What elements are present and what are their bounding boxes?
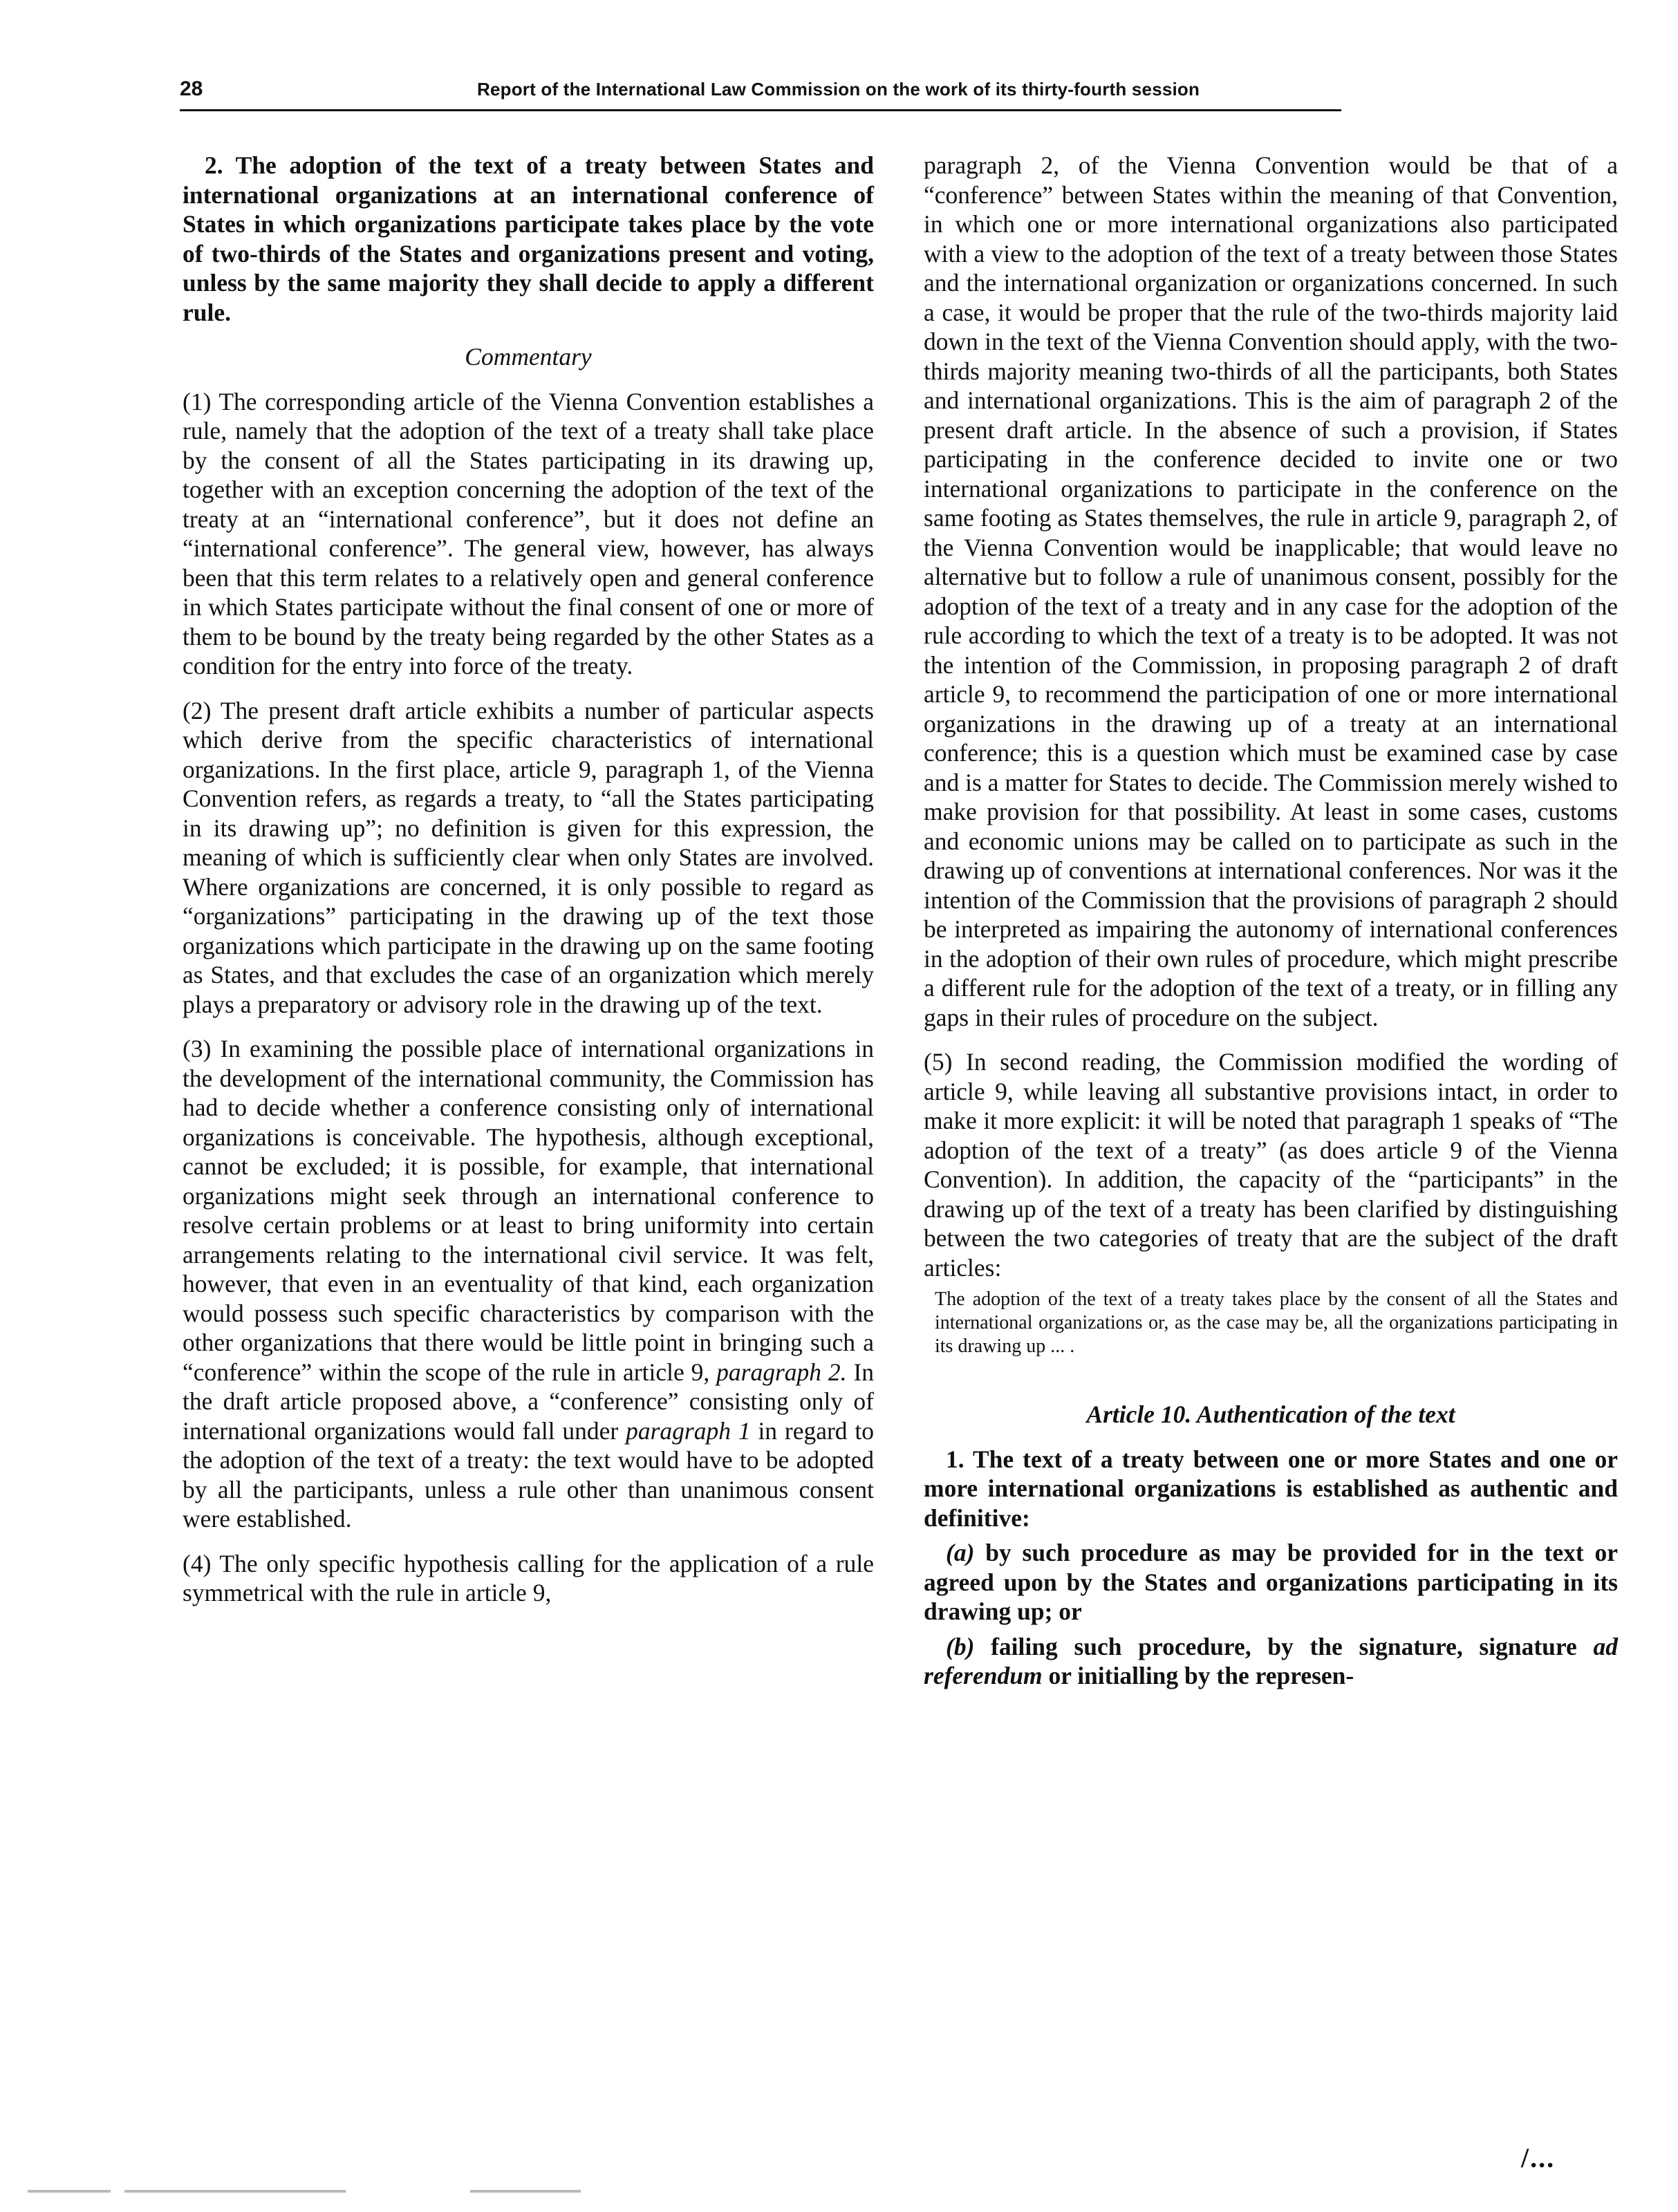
article-10-subparagraph-b xyxy=(924,1632,1618,1691)
subparagraph-a-text: by such procedure as may be provided for in the text or agreed upon by the States and organizations participating in its drawing up; or xyxy=(924,1539,1618,1625)
running-head: Report of the International Law Commission on the work of its thirty-fourth session xyxy=(477,79,1200,100)
article-10-title: Article 10. Authentication of the text xyxy=(1086,1400,1455,1428)
commentary-para-4-continued: paragraph 2, of the Vienna Convention would be that of a “conference” between States within the meaning of that Convention, in which one or more international organizations also participated with a view to the adoption of the text of a treaty between those States and the international organization or organizations concerned. In such a case, it would be proper that the rule of the two-thirds majority laid down in the text of the Vienna Convention should apply, with the two-thirds majority meaning two-thirds of all the participants, both States and international organizations. This is the aim of paragraph 2 of the present draft article. In the absence of such a provision, if States participating in the conference decided to invite one or two international organizations to participate in the conference on the same footing as States themselves, the rule in article 9, paragraph 2, of the Vienna Convention would be inapplicable; that would leave no alternative but to follow a rule of unanimous consent, possibly for the adoption of the text of a treaty and in any case for the adoption of the rule according to which the text of a treaty is to be adopted. It was not the intention of the Commission, in proposing paragraph 2 of draft article 9, to recommend the participation of one or more international organizations in the drawing up of a treaty at an international conference; this is a question which must be examined case by case and is a matter for States to decide. The Commission merely wished to make provision for that possibility. At least in some cases, customs and economic unions may be called on to participate as such in the drawing up of conventions at international conferences. Nor was it the intention of the Commission that the provisions of paragraph 2 should be interpreted as impairing the autonomy of international conferences in the adoption of their own rules of procedure, which might prescribe a different rule for the adoption of the text of a treaty, or in filling any gaps in their rules of procedure on the subject. xyxy=(924,151,1618,1031)
para-3-text-a: (3) In examining the possible place of international organizations in the development of the international community, the Commission has had to decide whether a conference consisting only of international organizations is conceivable. The hypothesis, although exceptional, cannot be excluded; it is possible, for example, that international organizations might seek through an international conference to resolve certain problems or at least to bring uniformity into certain arrangements relating to the international civil service. It was felt, however, that even in an eventuality of that kind, each organization would possess such specific characteristics by comparison with the other organizations that there would be little point in bringing such a “conference” within the scope of the rule in article 9, xyxy=(183,1035,874,1386)
subparagraph-b-label: (b) xyxy=(946,1632,975,1660)
commentary-para-2: (2) The present draft article exhibits a number of particular aspects which derive from the specific characteristics of international organizations. In the first place, article 9, paragraph 1, of the Vienna Convention refers, as regards a treaty, to “all the States participating in its drawing up”; no definition is given for this expression, the meaning of which is sufficiently clear when only States are involved. Where organizations are concerned, it is only possible to regard as “organizations” participating in the drawing up of the text those organizations which participate in the drawing up on the same footing as States, and that excludes the case of an organization which merely plays a preparatory or advisory role in the drawing up of the text. xyxy=(183,696,874,1018)
scan-artifact-line xyxy=(470,2190,581,2193)
scan-artifact-line xyxy=(28,2190,111,2193)
commentary-para-5: (5) In second reading, the Commission modified the wording of article 9, while leaving all substantive provisions intact, in order to make it more explicit: it will be noted that paragraph 1 speaks of “The adoption of the text of a treaty” (as does article 9 of the Vienna Convention). In addition, the capacity of the “participants” in the drawing up of the text of a treaty has been clarified by distinguishing between the two categories of treaty that are the subject of the draft articles: xyxy=(924,1048,1618,1282)
scan-artifact-line xyxy=(124,2190,346,2193)
quoted-text: The adoption of the text of a treaty takes place by the consent of all the States and international organizations or, as the case may be, all the organizations participating in its drawing up ... . xyxy=(935,1288,1618,1357)
right-column xyxy=(924,151,1618,1696)
subparagraph-b-italic: ad referendum xyxy=(924,1632,1618,1689)
para-3-italic-d: paragraph 1 xyxy=(626,1416,751,1445)
article-10-paragraph-1: 1. The text of a treaty between one or more States and one or more international organizations is established as authentic and definitive: xyxy=(924,1445,1618,1532)
left-column xyxy=(183,151,874,1623)
para-3-text-e: in regard to the adoption of the text of a treaty: the text would have to be adopted by all the participants, unless a rule other than unanimous consent were established. xyxy=(183,1416,875,1533)
page-number: 28 xyxy=(180,77,203,100)
continued-mark: /... xyxy=(1521,2142,1556,2173)
commentary-heading: Commentary xyxy=(465,343,592,371)
page-header xyxy=(180,75,1341,111)
article-10-subparagraph-a xyxy=(924,1538,1618,1627)
subparagraph-b-text-1: failing such procedure, by the signature, signature xyxy=(991,1632,1577,1660)
commentary-para-1: (1) The corresponding article of the Vienna Convention establishes a rule, namely that the adoption of the text of a treaty shall take place by the consent of all the States participating in its drawing up, together with an exception concerning the adoption of the text of the treaty at an “international conference”, but it does not define an “international conference”. The general view, however, has always been that this term relates to a relatively open and general conference in which States participate without the final consent of one or more of them to be bound by the treaty being regarded by the other States as a condition for the entry into force of the treaty. xyxy=(183,387,874,679)
subparagraph-b-text-2: or initialling by the represen- xyxy=(1048,1662,1354,1689)
para-3-italic-b: paragraph 2. xyxy=(716,1358,847,1386)
para-3-text-c: In the draft article proposed above, a “conference” consisting only of international organizations would fall under xyxy=(183,1358,875,1445)
commentary-para-3 xyxy=(183,1034,874,1534)
article-9-paragraph-2: 2. The adoption of the text of a treaty between States and international organizations at an international conference of States in which organizations participate takes place by the vote of two-thirds of the States and organizations present and voting, unless by the same majority they shall decide to apply a different rule. xyxy=(183,151,874,326)
subparagraph-a-label: (a) xyxy=(946,1539,975,1566)
commentary-para-4: (4) The only specific hypothesis calling for the application of a rule symmetrical with the rule in article 9, xyxy=(183,1549,874,1606)
